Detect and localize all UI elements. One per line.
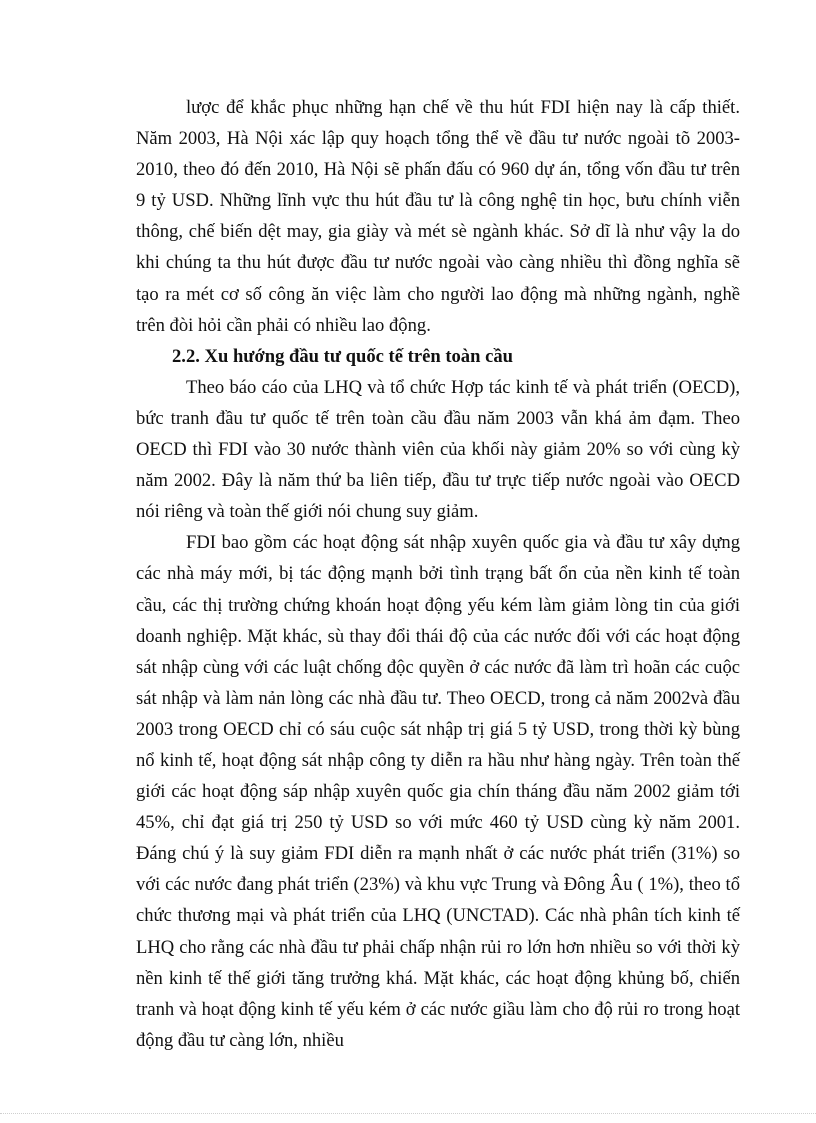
body-paragraph: lược để khắc phục những hạn chế về thu hút FDI hiện nay là cấp thiết. Năm 2003, Hà Nội xác lập quy hoạch tổng thể về đầu tư nước ngoài tõ 2003-2010, theo đó đến 2010, Hà Nội sẽ phấn đấu có 960 dự án, tổng vốn đầu tư trên 9 tỷ USD. Những lĩnh vực thu hút đầu tư là công nghệ tin học, bưu chính viễn thông, chế biến dệt may, gia giày và mét sè ngành khác. Sở dĩ là như vậy la do khi chúng ta thu hút được đầu tư nước ngoài vào càng nhiều thì đồng nghĩa sẽ tạo ra mét cơ số công ăn việc làm cho người lao động mà những ngành, nghề trên đòi hỏi cần phải có nhiều lao động. bbox=[136, 97, 740, 336]
page-bottom-divider bbox=[0, 1113, 816, 1114]
section-heading: 2.2. Xu hướng đầu tư quốc tế trên toàn cầu bbox=[172, 345, 513, 367]
body-paragraph: FDI bao gồm các hoạt động sát nhập xuyên quốc gia và đầu tư xây dựng các nhà máy mới, bị tác động mạnh bởi tình trạng bất ổn của nền kinh tế toàn cầu, các thị trường chứng khoán hoạt động yếu kém làm giảm lòng tin của giới doanh nghiệp. Mặt khác, sù thay đổi thái độ của các nước đối với các hoạt động sát nhập cùng với các luật chống độc quyền ở các nước đã làm trì hoãn các cuộc sát nhập và làm nản lòng các nhà đầu tư. Theo OECD, trong cả năm 2002và đầu 2003 trong OECD chỉ có sáu cuộc sát nhập trị giá 5 tỷ USD, trong thời kỳ bùng nổ kinh tế, hoạt động sát nhập công ty diễn ra hầu như hàng ngày. Trên toàn thế giới các hoạt động sáp nhập xuyên quốc gia chín tháng đầu năm 2002 giảm tới 45%, chỉ đạt giá trị 250 tỷ USD so với mức 460 tỷ USD cùng kỳ năm 2001. Đáng chú ý là suy giảm FDI diễn ra mạnh nhất ở các nước phát triển (31%) so với các nước đang phát triển (23%) và khu vực Trung và Đông Âu ( 1%), theo tổ chức thương mại và phát triển của LHQ (UNCTAD). Các nhà phân tích kinh tế LHQ cho rằng các nhà đầu tư phải chấp nhận rủi ro lớn hơn nhiều so với thời kỳ nền kinh tế thế giới tăng trưởng khá. Mặt khác, các hoạt động khủng bố, chiến tranh và hoạt động kinh tế yếu kém ở các nước giầu làm cho độ rủi ro trong hoạt động đầu tư càng lớn, nhiều bbox=[136, 532, 740, 1051]
body-paragraph: Theo báo cáo của LHQ và tổ chức Hợp tác kinh tế và phát triển (OECD), bức tranh đầu tư quốc tế trên toàn cầu đầu năm 2003 vẫn khá ảm đạm. Theo OECD thì FDI vào 30 nước thành viên của khối này giảm 20% so với cùng kỳ năm 2002. Đây là năm thứ ba liên tiếp, đầu tư trực tiếp nước ngoài vào OECD nói riêng và toàn thế giới nói chung suy giảm. bbox=[136, 376, 740, 523]
document-page bbox=[136, 92, 740, 1056]
